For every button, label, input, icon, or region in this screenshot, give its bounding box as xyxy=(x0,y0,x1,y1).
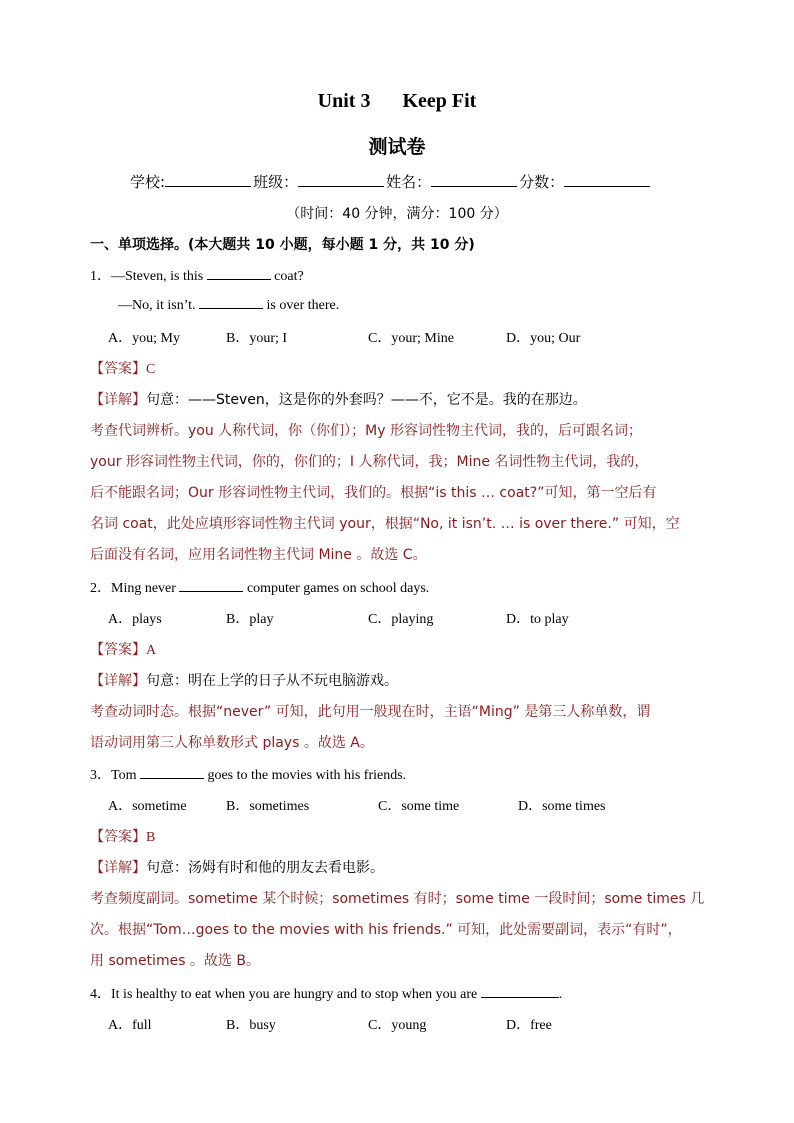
detail-label: 【详解】 xyxy=(90,860,146,876)
q2-answer-value: A xyxy=(146,643,157,658)
q1-explanation-3: 后不能跟名词；Our 形容词性物主代词，我们的。根据“is this … coat?”可知，第一空后有 xyxy=(90,485,657,501)
q2-option-c: C．playing xyxy=(368,612,434,627)
q3-answer xyxy=(90,826,155,846)
q4-options xyxy=(108,1014,552,1034)
q1-option-b: B．your; I xyxy=(226,331,288,346)
exam-title xyxy=(0,90,794,113)
name-label: 姓名： xyxy=(386,173,432,191)
q3-option-c: C．some time xyxy=(378,799,460,814)
q4-text-a: 4．It is healthy to eat when you are hungry and to stop when you are xyxy=(90,987,478,1002)
answer-label: 【答案】 xyxy=(90,642,146,658)
q3-answer-value: B xyxy=(146,830,156,845)
exam-subtitle: 测试卷 xyxy=(368,136,426,158)
q2-text-a: 2．Ming never xyxy=(90,581,176,596)
answer-label: 【答案】 xyxy=(90,361,146,377)
q4-text-b: . xyxy=(558,987,563,1002)
q1-options xyxy=(108,327,580,347)
q3-options xyxy=(108,795,606,815)
q1-explanation-1: 考查代词辨析。you 人称代词，你（你们）；My 形容词性物主代词，我的，后可跟名词； xyxy=(90,423,642,439)
q2-option-b: B．play xyxy=(226,612,274,627)
q2-option-d: D．to play xyxy=(506,612,569,627)
q4-option-b: B．busy xyxy=(226,1018,276,1033)
q3-text-a: 3．Tom xyxy=(90,768,137,783)
class-blank xyxy=(298,172,384,187)
time-info: （时间：40 分钟，满分：100 分） xyxy=(286,206,508,222)
score-blank xyxy=(564,172,650,187)
q3-explanation-3: 用 sometimes 。故选 B。 xyxy=(90,953,260,969)
q1-option-d: D．you; Our xyxy=(506,331,581,346)
q3-option-b: B．sometimes xyxy=(226,799,310,814)
q3-option-a: A．sometime xyxy=(108,799,187,814)
q3-stem xyxy=(90,764,406,784)
q4-option-c: C．young xyxy=(368,1018,427,1033)
q4-blank xyxy=(481,985,559,998)
q1-text-b: coat? xyxy=(274,269,304,284)
q1-option-a: A．you; My xyxy=(108,331,180,346)
answer-label: 【答案】 xyxy=(90,829,146,845)
school-blank xyxy=(165,172,251,187)
q1-detail-intro: 句意：——Steven，这是你的外套吗？——不，它不是。我的在那边。 xyxy=(146,392,587,408)
q1-text-a: 1．—Steven, is this xyxy=(90,269,204,284)
q3-explanation-2: 次。根据“Tom…goes to the movies with his friends.” 可知，此处需要副词，表示“有时”， xyxy=(90,922,682,938)
q2-stem xyxy=(90,577,429,597)
q3-detail xyxy=(90,857,384,877)
q3-detail-intro: 句意：汤姆有时和他的朋友去看电影。 xyxy=(146,860,384,876)
unit-number: Unit 3 xyxy=(317,90,371,112)
student-info-row xyxy=(130,171,652,192)
q3-blank xyxy=(140,766,204,779)
q2-answer xyxy=(90,639,156,659)
detail-label: 【详解】 xyxy=(90,392,146,408)
unit-topic: Keep Fit xyxy=(402,90,477,112)
school-label: 学校: xyxy=(130,173,166,191)
q2-detail-intro: 句意：明在上学的日子从不玩电脑游戏。 xyxy=(146,673,398,689)
name-blank xyxy=(431,172,517,187)
q2-text-b: computer games on school days. xyxy=(246,581,430,596)
q4-stem xyxy=(90,983,562,1003)
q3-explanation-1: 考查频度副词。sometime 某个时候；sometimes 有时；some time 一段时间；some times 几 xyxy=(90,891,705,907)
q2-explanation-2: 语动词用第三人称单数形式 plays 。故选 A。 xyxy=(90,735,374,751)
q3-option-d: D．some times xyxy=(518,799,606,814)
q1-stem-2 xyxy=(118,296,339,314)
q1-blank-1 xyxy=(207,267,271,280)
q1-explanation-5: 后面没有名词，应用名词性物主代词 Mine 。故选 C。 xyxy=(90,547,427,563)
q1-answer-value: C xyxy=(146,362,156,377)
q2-detail xyxy=(90,670,398,690)
q4-option-d: D．free xyxy=(506,1018,552,1033)
q1-explanation-2: your 形容词性物主代词，你的，你们的；I 人称代词，我；Mine 名词性物主代词，我的， xyxy=(90,454,649,470)
q2-options xyxy=(108,608,569,628)
q1-stem xyxy=(90,265,304,285)
q1-text-c: —No, it isn’t. xyxy=(118,298,196,313)
q3-text-b: goes to the movies with his friends. xyxy=(207,768,407,783)
q1-blank-2 xyxy=(199,296,263,309)
class-label: 班级： xyxy=(253,173,299,191)
detail-label: 【详解】 xyxy=(90,673,146,689)
q1-answer xyxy=(90,358,155,378)
q2-option-a: A．plays xyxy=(108,612,162,627)
q1-detail xyxy=(90,389,587,409)
q4-option-a: A．full xyxy=(108,1018,152,1033)
section-heading: 一、单项选择。(本大题共 10 小题，每小题 1 分，共 10 分) xyxy=(90,237,475,253)
q1-explanation-4: 名词 coat，此处应填形容词性物主代词 your，根据“No, it isn’t. … is over there.” 可知，空 xyxy=(90,516,680,532)
q2-blank xyxy=(179,579,243,592)
q1-text-d: is over there. xyxy=(266,298,340,313)
score-label: 分数： xyxy=(519,173,565,191)
q1-option-c: C．your; Mine xyxy=(368,331,454,346)
q2-explanation-1: 考查动词时态。根据“never” 可知，此句用一般现在时，主语“Ming” 是第三人称单数，谓 xyxy=(90,704,651,720)
